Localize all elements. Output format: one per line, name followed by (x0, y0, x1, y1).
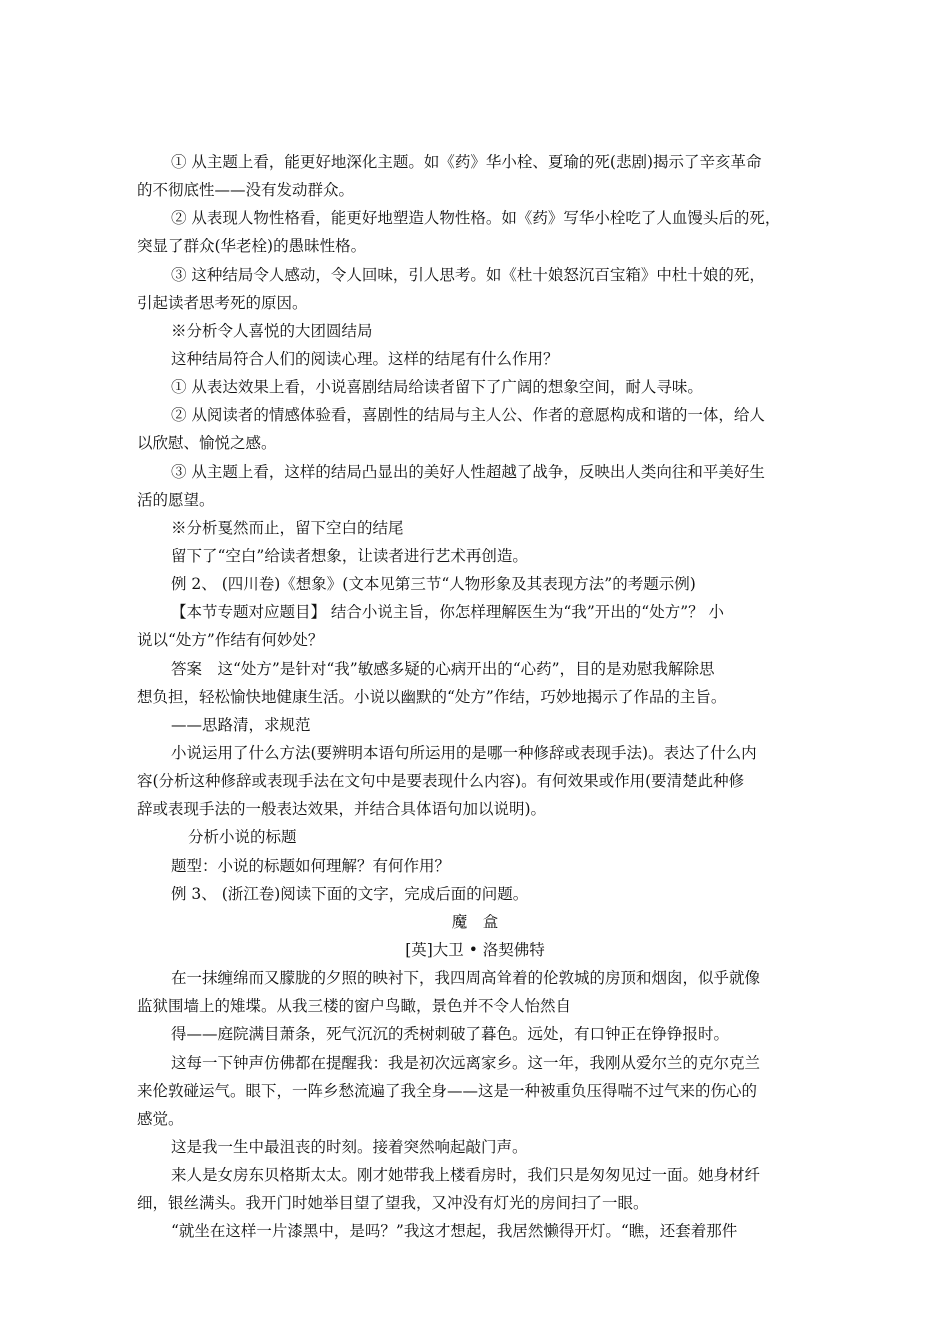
paragraph-line: ① 从表达效果上看，小说喜剧结局给读者留下了广阔的想象空间，耐人寻味。 (171, 378, 703, 396)
paragraph-line: 题型：小说的标题如何理解？有何作用？ (171, 857, 451, 875)
section-heading: ——思路清，求规范 (171, 716, 311, 734)
story-line: 在一抹缠绵而又朦胧的夕照的映衬下，我四周高耸着的伦敦城的房顶和烟囱，似乎就像 (171, 969, 761, 987)
answer-line: 答案 这“处方”是针对“我”敏感多疑的心病开出的“心药”，目的是劝慰我解除思 (171, 660, 715, 678)
story-line: 来人是女房东贝格斯太太。刚才她带我上楼看房时，我们只是匆匆见过一面。她身材纤 (171, 1166, 761, 1184)
paragraph-line: ② 从表现人物性格看，能更好地塑造人物性格。如《药》写华小栓吃了人血馒头后的死， (171, 209, 781, 227)
example-line: 例 2、 (四川卷)《想象》(文本见第三节“人物形象及其表现方法”的考题示例) (171, 575, 696, 593)
paragraph-line: 引起读者思考死的原因。 (137, 294, 308, 312)
story-line: 来伦敦碰运气。眼下，一阵乡愁流遍了我全身——这是一种被重负压得喘不过气来的伤心的 (137, 1082, 758, 1100)
paragraph-line: 容(分析这种修辞或表现手法在文句中是要表现什么内容)。有何效果或作用(要清楚此种修 (137, 772, 745, 790)
paragraph-line: 的不彻底性——没有发动群众。 (137, 181, 355, 199)
paragraph-line: ① 从主题上看，能更好地深化主题。如《药》华小栓、夏瑜的死(悲剧)揭示了辛亥革命 (171, 153, 762, 171)
paragraph-line: 辞或表现手法的一般表达效果，并结合具体语句加以说明)。 (137, 800, 547, 818)
paragraph-line: ③ 这种结局令人感动，令人回味，引人思考。如《杜十娘怒沉百宝箱》中杜十娘的死， (171, 266, 765, 284)
paragraph-line: 留下了“空白”给读者想象，让读者进行艺术再创造。 (171, 547, 528, 565)
paragraph-line: ③ 从主题上看，这样的结局凸显出的美好人性超越了战争，反映出人类向往和平美好生 (171, 463, 765, 481)
story-line: 监狱围墙上的雉堞。从我三楼的窗户鸟瞰，景色并不令人怡然自 (137, 997, 572, 1015)
paragraph-line: 以欣慰、愉悦之感。 (137, 434, 277, 452)
story-line: “就坐在这样一片漆黑中，是吗？”我这才想起，我居然懒得开灯。“瞧，还套着那件 (171, 1222, 738, 1240)
example-line: 例 3、 (浙江卷)阅读下面的文字，完成后面的问题。 (171, 885, 529, 903)
story-line: 感觉。 (137, 1110, 184, 1128)
question-line: 【本节专题对应题目】 结合小说主旨，你怎样理解医生为“我”开出的“处方”？ 小 (171, 603, 725, 621)
section-heading: 分析小说的标题 (188, 828, 297, 846)
story-title: 魔 盒 (451, 913, 499, 931)
paragraph-line: ② 从阅读者的情感体验看，喜剧性的结局与主人公、作者的意愿构成和谐的一体，给人 (171, 406, 765, 424)
answer-line: 想负担，轻松愉快地健康生活。小说以幽默的“处方”作结，巧妙地揭示了作品的主旨。 (137, 688, 727, 706)
paragraph-line: 这种结局符合人们的阅读心理。这样的结尾有什么作用？ (171, 350, 559, 368)
story-line: 这是我一生中最沮丧的时刻。接着突然响起敲门声。 (171, 1138, 528, 1156)
story-line: 细，银丝满头。我开门时她举目望了望我，又冲没有灯光的房间扫了一眼。 (137, 1194, 649, 1212)
paragraph-line: 活的愿望。 (137, 491, 215, 509)
section-heading: ※分析令人喜悦的大团圆结局 (171, 322, 373, 340)
story-line: 这每一下钟声仿佛都在提醒我：我是初次远离家乡。这一年，我刚从爱尔兰的克尔克兰 (171, 1054, 761, 1072)
section-heading: ※分析戛然而止，留下空白的结尾 (171, 519, 404, 537)
story-line: 得——庭院满目萧条，死气沉沉的秃树刺破了暮色。远处，有口钟正在铮铮报时。 (171, 1025, 730, 1043)
paragraph-line: 突显了群众(华老栓)的愚昧性格。 (137, 237, 367, 255)
question-line: 说以“处方”作结有何妙处？ (137, 631, 324, 649)
story-author: [英]大卫 • 洛契佛特 (405, 941, 545, 959)
paragraph-line: 小说运用了什么方法(要辨明本语句所运用的是哪一种修辞或表现手法)。表达了什么内 (171, 744, 757, 762)
